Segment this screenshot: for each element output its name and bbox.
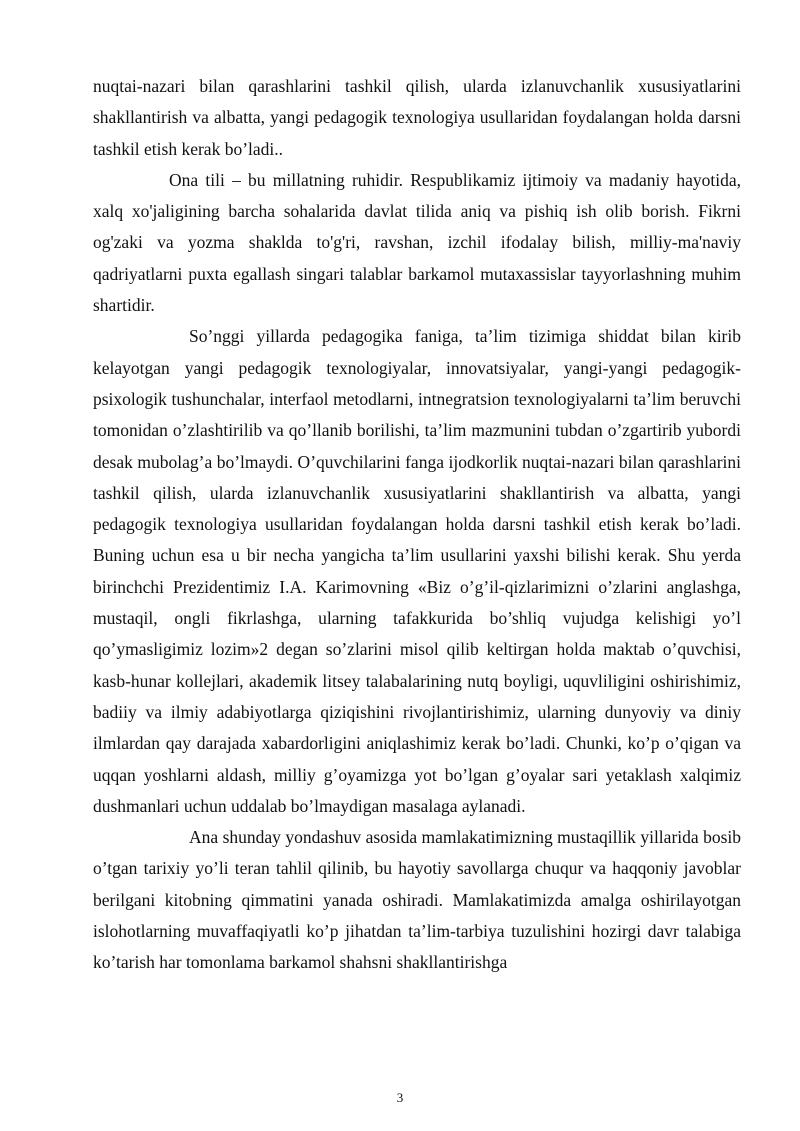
paragraph: nuqtai-nazari bilan qarashlarini tashkil qilish, ularda izlanuvchanlik xususiyatlarini shakllantirish va albatta, yangi pedagogik texnologiya usullaridan foydalangan holda darsni tashkil etish kerak bo’ladi.. [93, 76, 741, 159]
paragraph: Ana shunday yondashuv asosida mamlakatimizning mustaqillik yillarida bosib o’tgan tarixiy yo’li teran tahlil qilinib, bu hayotiy savollarga chuqur va haqqoniy javoblar berilgani kitobning qimmatini yanada oshiradi. Mamlakatimizda amalga oshirilayotgan islohotlarning muvaffaqiyatli ko’p jihatdan ta’lim-tarbiya tuzulishini hozirgi davr talabiga ko’tarish har tomonlama barkamol shahsni shakllantirishga [93, 827, 741, 973]
page-number: 3 [396, 1090, 404, 1105]
paragraph: So’nggi yillarda pedagogika faniga, ta’lim tizimiga shiddat bilan kirib kelayotgan yangi pedagogik texnologiyalar, innovatsiyalar, yangi-yangi pedagogik-psixologik tushunchalar, interfaol metodlarni, intnegratsion texnologiyalarni ta’lim beruvchi tomonidan o’zlashtirilib va qo’llanib borilishi, ta’lim mazmunini tubdan o’zgartirib yubordi desak mubolag’a bo’lmaydi. O’quvchilarini fanga ijodkorlik nuqtai-nazari bilan qarashlarini tashkil qilish, ularda izlanuvchanlik xususiyatlarini shakllantirish va albatta, yangi pedagogik texnologiya usullaridan foydalangan holda darsni tashkil etish kerak bo’ladi. Buning uchun esa u bir necha yangicha ta’lim usullarini yaxshi bilishi kerak. Shu yerda birinchchi Prezidentimiz I.A. Karimovning «Biz o’g’il-qizlarimizni o’zlarini anglashga, mustaqil, ongli fikrlashga, ularning tafakkurida bo’shliq vujudga kelishigi yo’l qo’ymasligimiz lozim»2 degan so’zlarini misol qilib keltirgan holda maktab o’quvchisi, kasb-hunar kollejlari, akademik litsey talabalarining nutq boyligi, uquvliligini oshirishimiz, badiiy va ilmiy adabiyotlarga qiziqishini rivojlantirishimiz, ularning dunyoviy va diniy ilmlardan qay darajada xabardorligini aniqlashimiz kerak bo’ladi. Chunki, ko’p o’qigan va uqqan yoshlarni aldash, milliy g’oyamizga yot bo’lgan g’oyalar sari yetaklash xalqimiz dushmanlari uchun uddalab bo’lmaydigan masalaga aylanadi. [93, 326, 741, 816]
paragraph: Ona tili – bu millatning ruhidir. Respublikamiz ijtimoiy va madaniy hayotida, xalq xo'jaligining barcha sohalarida davlat tilida aniq va pishiq ish olib borish. Fikrni og'zaki va yozma shaklda to'g'ri, ravshan, izchil ifodalay bilish, milliy-ma'naviy qadriyatlarni puxta egallash singari talablar barkamol mutaxassislar tayyorlashning muhim shartidir. [93, 169, 741, 316]
page-body [93, 71, 741, 979]
